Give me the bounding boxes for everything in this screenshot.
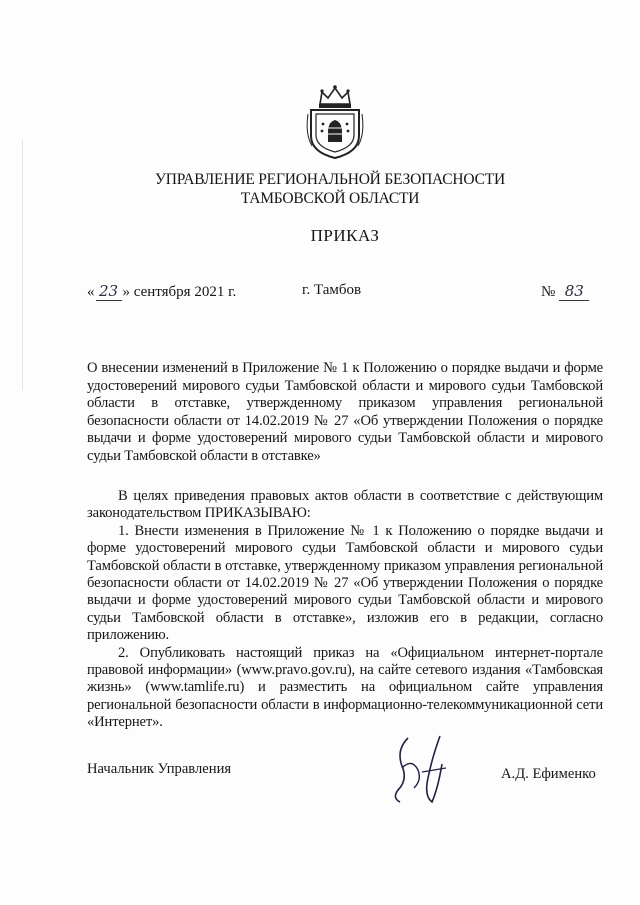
preamble-paragraph: В целях приведения правовых актов области в соответствие с действующим законодательством ПРИКАЗЫВАЮ: xyxy=(87,488,603,522)
organization-name-line2: ТАМБОВСКОЙ ОБЛАСТИ xyxy=(240,190,420,207)
scan-margin-line xyxy=(22,140,23,390)
date-day: 23 xyxy=(96,282,122,301)
date-rest: » сентября 2021 г. xyxy=(122,284,237,300)
order-item-2: 2. Опубликовать настоящий приказ на «Официальном интернет-портале правовой информации» (www.pravo.gov.ru), на сайте сетевого издания «Тамбовская жизнь» (www.tamlife.ru) и разместить на официальном сайте управления региональной безопасности области в информационно-телекоммуникационной сети «Интернет». xyxy=(87,644,603,731)
document-body xyxy=(87,488,603,732)
number-value: 83 xyxy=(559,282,589,301)
number-prefix: № xyxy=(541,284,556,300)
signatory-name: А.Д. Ефименко xyxy=(501,766,596,782)
date-open-quote: « xyxy=(87,284,95,300)
document-subject: О внесении изменений в Приложение № 1 к Положению о порядке выдачи и форме удостоверений мирового судьи Тамбовской области и мирового судьи Тамбовской области в отставке, утвержденному приказом управления региональной безопасности области от 14.02.2019 № 27 «Об утверждении Положения о порядке выдачи и форме удостоверений мирового судьи Тамбовской области и мирового судьи Тамбовской области в отставке» xyxy=(87,360,603,464)
coat-of-arms-icon xyxy=(302,84,368,160)
order-item-1: 1. Внести изменения в Приложение № 1 к Положению о порядке выдачи и форме удостоверений мирового судьи Тамбовской области и мирового судьи Тамбовской области в отставке, утвержденному приказом управления региональной безопасности области от 14.02.2019 № 27 «Об утверждении Положения о порядке выдачи и форме удостоверений мирового судьи Тамбовской области и мирового судьи Тамбовской области в отставке», изложив его в редакции, согласно приложению. xyxy=(87,522,603,644)
document-date xyxy=(87,282,236,301)
signatory-position: Начальник Управления xyxy=(87,761,232,777)
document-city: г. Тамбов xyxy=(302,282,362,298)
document-number xyxy=(541,282,589,301)
document-title: ПРИКАЗ xyxy=(310,226,380,245)
organization-name-line1: УПРАВЛЕНИЕ РЕГИОНАЛЬНОЙ БЕЗОПАСНОСТИ xyxy=(155,171,505,188)
handwritten-signature xyxy=(388,728,458,808)
